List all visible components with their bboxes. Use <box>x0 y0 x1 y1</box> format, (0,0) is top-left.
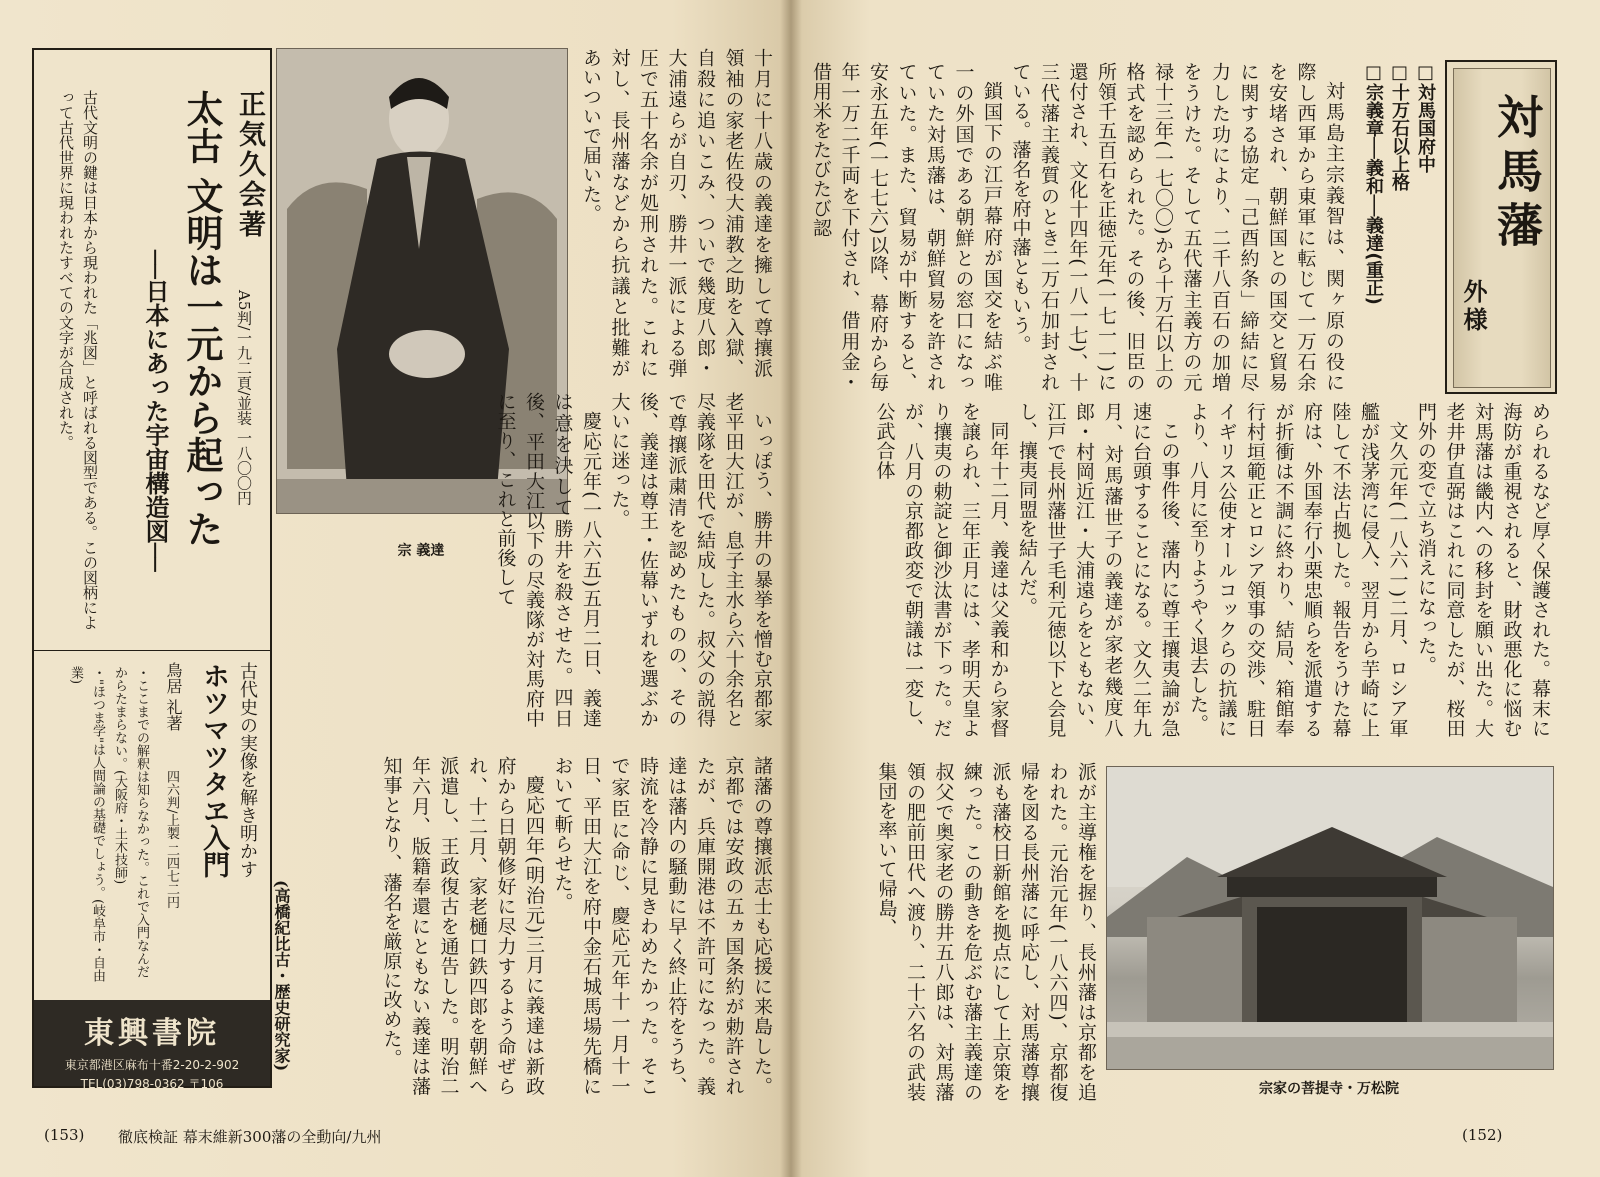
paragraph: この事件後、藩内に尊王攘夷論が急速に台頭することになる。文久二年九月、対馬藩世子の義達が家老幾度八郎・村岡近江・大浦遠らをともない、江戸で長州藩世子毛利元徳以下と会見し、攘夷同盟を結んだ。 <box>1016 402 1181 738</box>
paragraph: 対馬島主宗義智は、関ヶ原の役に際し西軍から東軍に転じて一万石余を安堵され、朝鮮国との国交と貿易に関する協定「己酉約条」締結に尽力した功により、二千八百石の加増をうけた。そして五代藩主義方の元禄十三年(一七〇〇)から十万石以上の格式を認められた。その後、旧臣の所領千五百石を正徳元年(一七一一)に還付され、文化十四年(一八一七)、十三代藩主義質のとき二万石加封されている。藩名を府中藩ともいう。 <box>1009 62 1345 393</box>
ad-desc-1: 古代文明の鍵は日本から現われた「兆図」と呼ばれる図型である。この図柄によって古代世界に現われたすべての文字が合成された。 <box>57 90 99 630</box>
paragraph: 文久元年(一八六一)二月、ロシア軍艦が浅茅湾に侵入、翌月から芋崎に上陸して不法占拠した。報告をうけた幕府は、外国奉行小栗忠順らを派遣するが折衝は不調に終わり、結局、箱館奉行村垣範正とロシア領事の交渉、駐日イギリス公使オールコックらの抗議により、八月に至りようやく退去した。 <box>1187 402 1409 738</box>
left-upper-text <box>580 48 776 378</box>
ad-title-1: 太古 文明は一元から起った <box>180 90 223 547</box>
domain-title-box <box>1445 60 1557 394</box>
domain-category: 外様 <box>1459 279 1487 335</box>
book-gutter <box>780 0 802 1177</box>
ad-review-1: ・ここまでの解釈は知らなかった。これで入門なんだからたまらない。(大阪府・土木技師) <box>112 666 149 978</box>
ad-publisher-name: 東興書院 <box>84 1016 220 1051</box>
right-upper-text <box>810 62 1348 393</box>
paragraph: 十月に十八歳の義達を擁して尊攘派領袖の家老佐役大浦教之助を入獄、自殺に追いこみ、ついで幾度八郎・大浦遠らが自刃、勝井一派による弾圧で五十名余が処刑された。これに対し、長州藩などから抗議と批難があいついで届いた。 <box>580 48 773 378</box>
temple-gate-illustration <box>1107 767 1553 1069</box>
paragraph: 諸藩の尊攘派志士も応援に来島した。京都では安政の五ヵ国条約が勅許されたが、兵庫開港は不許可になった。義達は藩内の騒動に早く終止符をうち、時流を冷静に見きわめたかった。そこで家臣に命じ、慶応元年十一月十一日、平田大江を府中金石城馬場先橋において斬らせた。 <box>551 756 773 1096</box>
page-number-right: (152) <box>1462 1126 1503 1144</box>
page-number-left: (153) <box>44 1126 85 1144</box>
ad-publisher-bar <box>34 1000 270 1091</box>
portrait-photo-caption: 宗 義達 <box>397 543 445 559</box>
paragraph: 同年十二月、義達は父義和から家督を譲られ、三年正月には、孝明天皇より攘夷の勅諚と御沙汰書が下った。だが、八月の京都政変で朝議は一変し、公武合体 <box>873 402 1010 738</box>
ad-title-2: ホツマツタヱ入門 <box>198 662 229 878</box>
ad-tel: TEL(03)798-0362 〒106 <box>80 1077 224 1091</box>
ad-tagline-2: 古代史の実像を解き明かす <box>237 662 258 878</box>
temple-photo-caption: 宗家の菩提寺・万松院 <box>1259 1081 1399 1097</box>
paragraph: 派が主導権を握り、長州藩は京都を追われた。元治元年(一八六四)、京都復帰を図る長州藩に呼応し、対馬藩尊攘派も藩校日新館を拠点にして上京策を練った。この動きを危ぶむ藩主義達の叔父で奥家老の勝井五八郎は、対馬藩領の肥前田代へ渡り、二十六名の武装集団を率いて帰島、 <box>875 762 1097 1102</box>
paragraph: 慶応四年(明治元)三月に義達は新政府から日朝修好に尽力するよう命ぜられ、十二月、家老樋口鉄四郎を朝鮮へ派遣し、王政復古を通告した。明治二年六月、版籍奉還にともない義達は藩知事となり、藩名を厳原に改めた。 <box>380 756 545 1096</box>
paragraph: められるなど厚く保護された。幕末に海防が重視されると、財政悪化に悩む対馬藩は畿内への移封を願い出た。大老井伊直弼はこれに同意したが、桜田門外の変で立ち消えになった。 <box>1415 402 1551 738</box>
right-middle-text <box>822 402 1554 738</box>
temple-photo <box>1106 766 1554 1070</box>
ad-author-1: 正気久会著 <box>234 90 265 240</box>
ad-reviews <box>64 666 152 986</box>
paragraph: いっぽう、勝井の暴挙を憎む京都家老平田大江が、息子主水ら六十余名と尽義隊を田代で結成した。叔父の説得で尊攘派粛清を認めたものの、その後、義達は尊王・佐幕いずれを選ぶか大いに迷った。 <box>608 392 773 728</box>
ad-review-2: ・"ほつま学"は人間論の基礎でしょう。(岐阜市・自由業) <box>68 666 105 983</box>
ad-subtitle-1: ──日本にあった宇宙構造図── <box>141 250 170 572</box>
domain-info-3: □宗義章──義和──義達(重正) <box>1363 62 1384 305</box>
domain-info-2: □十万石以上格 <box>1389 62 1410 191</box>
left-middle-text <box>290 392 776 728</box>
ad-spec-2: 四六判/上製 二四七二円 <box>164 770 179 909</box>
domain-title: 対馬藩 <box>1490 93 1544 255</box>
ad-divider <box>34 650 270 651</box>
book-advertisement <box>32 48 272 1091</box>
left-lower-text <box>302 756 776 1096</box>
right-lower-text <box>875 762 1100 1102</box>
ad-author-2: 鳥居 礼著 <box>164 662 183 732</box>
article-author: (高橋紀比古・歴史研究家) <box>272 880 291 1072</box>
domain-info-1: □対馬国府中 <box>1415 62 1436 173</box>
running-head: 徹底検証 幕末維新300藩の全動向/九州 <box>118 1128 382 1146</box>
paragraph: 慶応元年(一八六五)五月二日、義達は意を決して勝井を殺させた。四日後、平田大江以下の尽義隊が対馬府中に至り、これと前後して <box>494 392 602 728</box>
ad-spec-1: A5判/一九二頁/並装 一八〇〇円 <box>235 290 253 506</box>
paragraph: 鎖国下の江戸幕府が国交を結ぶ唯一の外国である朝鮮との窓口になっていた対馬藩は、朝鮮貿易を許されていた。また、貿易が中断すると、安永五年(一七七六)以降、幕府から毎年一万二千両を下付され、借用金・借用米をたびたび認 <box>810 62 1003 393</box>
ad-address: 東京都港区麻布十番2-20-2-902 <box>64 1058 240 1072</box>
